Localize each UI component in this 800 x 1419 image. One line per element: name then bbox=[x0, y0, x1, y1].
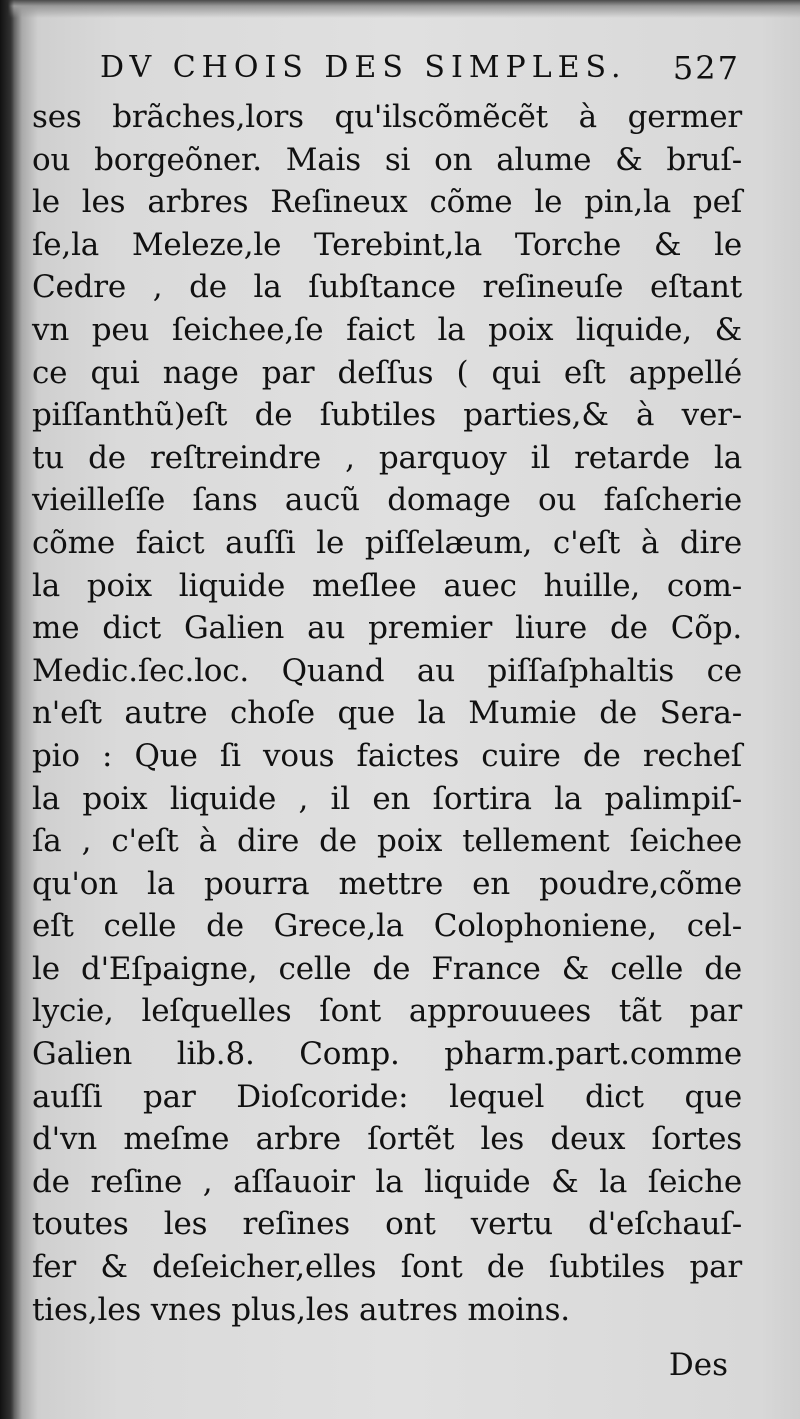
text-line: Galien lib.8. Comp. pharm.part.comme bbox=[32, 1036, 742, 1073]
text-line: Cedre , de la ſubſtance reſineuſe eſtant bbox=[32, 269, 742, 306]
text-line: auſſi par Dioſcoride: lequel dict que bbox=[32, 1078, 742, 1115]
text-line: la poix liquide meſlee auec huille, com- bbox=[32, 567, 742, 604]
text-line: n'eſt autre choſe que la Mumie de Sera- bbox=[32, 695, 742, 732]
text-line: de reſine , aſſauoir la liquide & la ſeiche bbox=[32, 1163, 742, 1200]
text-line: tu de reſtreindre , parquoy il retarde la bbox=[32, 439, 742, 476]
text-line: piſſanthũ)eſt de ſubtiles parties,& à ver- bbox=[32, 397, 742, 434]
text-line: ſe,la Meleze,le Terebint,la Torche & le bbox=[32, 226, 742, 263]
text-line: pio : Que ſi vous faictes cuire de recheſ bbox=[32, 737, 742, 774]
text-line-last: ties,les vnes plus,les autres moins. bbox=[32, 1291, 570, 1328]
text-line: cõme faict auſſi le piſſelæum, c'eſt à dire bbox=[32, 524, 742, 561]
text-line: me dict Galien au premier liure de Cõp. bbox=[32, 610, 742, 647]
text-line: ce qui nage par deſſus ( qui eſt appellé bbox=[32, 354, 742, 391]
text-line: lycie, leſquelles ſont approuuees tãt par bbox=[32, 993, 742, 1030]
page-header bbox=[100, 46, 740, 90]
text-line: le les arbres Reſineux cõme le pin,la peſ bbox=[32, 184, 742, 221]
text-line: qu'on la pourra mettre en poudre,cõme bbox=[32, 865, 742, 902]
text-line: ſa , c'eſt à dire de poix tellement ſeichee bbox=[32, 823, 742, 860]
body-text bbox=[32, 96, 742, 1331]
text-line: la poix liquide , il en ſortira la palimpiſ- bbox=[32, 780, 742, 817]
page-top-shadow bbox=[0, 0, 800, 18]
text-line: vn peu ſeichee,ſe faict la poix liquide, & bbox=[32, 311, 742, 348]
page-binding-edge bbox=[0, 0, 14, 1419]
text-line: vieilleſſe ſans aucũ domage ou faſcherie bbox=[32, 482, 742, 519]
text-line: fer & deſeicher,elles ſont de ſubtiles par bbox=[32, 1249, 742, 1286]
text-line: d'vn meſme arbre ſortẽt les deux ſortes bbox=[32, 1121, 742, 1158]
text-line: ses brãches,lors qu'ilscõmẽcẽt à germer bbox=[32, 99, 742, 135]
text-line: toutes les reſines ont vertu d'eſchauſ- bbox=[32, 1206, 742, 1243]
text-line: le d'Eſpaigne, celle de France & celle de bbox=[32, 950, 742, 987]
running-head: DV CHOIS DES SIMPLES. bbox=[100, 50, 627, 85]
text-line: ou borgeõner. Mais si on alume & bruſ- bbox=[32, 141, 742, 178]
text-line: eſt celle de Grece,la Colophoniene, cel- bbox=[32, 908, 742, 945]
catchword: Des bbox=[668, 1347, 728, 1383]
text-line: Medic.ſec.loc. Quand au piſſaſphaltis ce bbox=[32, 652, 742, 689]
page-number: 527 bbox=[672, 49, 740, 87]
